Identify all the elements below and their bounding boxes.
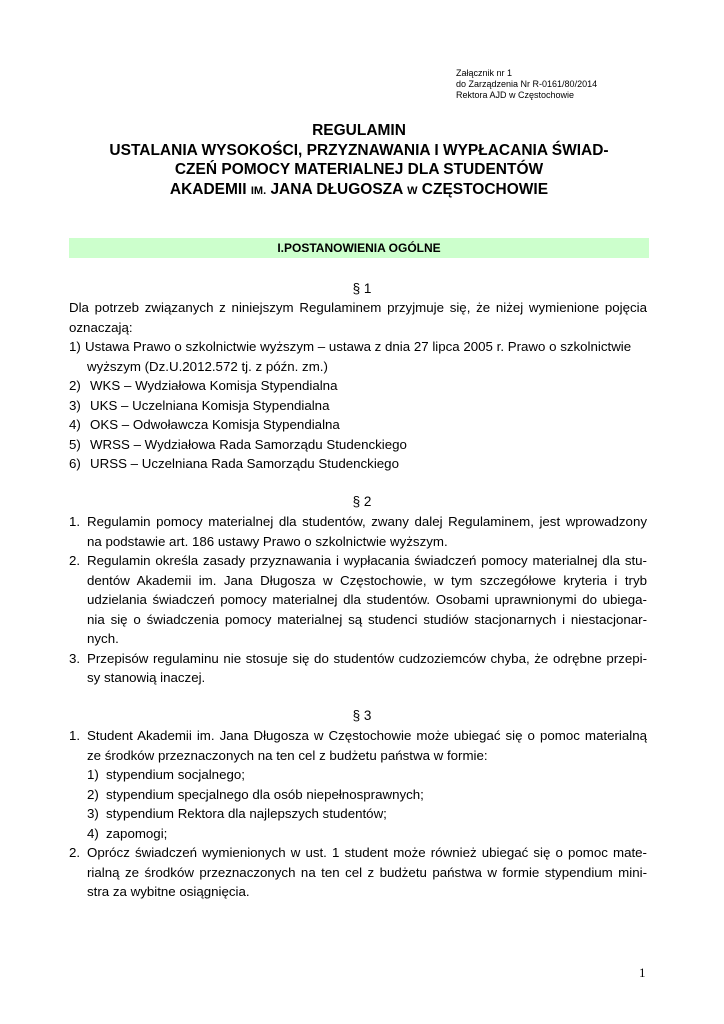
title-line: CZEŃ POMOCY MATERIALNEJ DLA STUDENTÓW [174,161,544,178]
text-line: oznaczają: [69,319,133,335]
text-line: dentów Akademii im. Jana Długosza w Częstochowie, w tym szczegółowe kryteria i tryb [87,572,647,588]
list-item [69,512,647,551]
list-item [69,843,647,902]
document-title [70,121,648,201]
text-line: OKS – Odwoławcza Komisja Stypendialna [90,417,340,432]
text-line: sy stanowią inaczej. [87,670,206,685]
list-number: 1. [69,514,81,529]
text-line: stypendium socjalnego; [106,767,245,782]
text-line: Regulamin określa zasady przyznawania i wypłacania świadczeń pomocy materialnej dla stu- [87,553,647,568]
text-line: na podstawie art. 186 ustawy Prawo o szkolnictwie wyższym. [87,533,448,549]
annex-line: Załącznik nr 1 [456,68,513,78]
sub-list-item [69,765,647,785]
text-line: udzielania świadczeń pomocy materialnej dla studentów. Osobami uprawnionymi do ubiega- [87,592,647,607]
list-item [69,376,647,396]
list-number: 2. [69,553,81,568]
title-word: AKADEMII [169,180,247,198]
list-item [69,726,647,765]
paragraph-heading: § 1 [352,281,372,296]
text-line: Student Akademii im. Jana Długosza w Częstochowie może ubiegać się o pomoc materialną [87,728,647,743]
paragraph-heading: § 2 [352,494,372,509]
text-line: WKS – Wydziałowa Komisja Stypendialna [90,378,338,393]
text-line: Przepisów regulaminu nie stosuje się do studentów cudzoziemców chyba, że odrębne przepi- [87,650,647,666]
text-line: Regulamin pomocy materialnej dla studentów, zwany dalej Regulaminem, jest wprowadzony [87,514,647,529]
title-word: IM. [250,184,267,197]
text-line: Dla potrzeb związanych z niniejszym Regulaminem przyjmuje się, że niżej wymienione pojęcia [69,300,647,315]
title-word: W [407,184,418,197]
text-line: stra za wybitne osiągnięcia. [87,884,250,899]
text-line: Ustawa Prawo o szkolnictwie wyższym – ustawa z dnia 27 lipca 2005 r. Prawo o szkolnictwie [85,339,632,354]
text-line: URSS – Uczelniana Rada Samorządu Studenckiego [90,456,399,471]
list-number: 3) [69,397,81,413]
list-number: 3. [69,650,81,666]
list-number: 2. [69,845,81,860]
paragraph-3-body [69,726,647,902]
list-item [69,435,647,455]
text-line: UKS – Uczelniana Komisja Stypendialna [90,397,330,413]
text-line: wyższym (Dz.U.2012.572 tj. z późn. zm.) [87,358,328,374]
text-line: stypendium Rektora dla najlepszych studentów; [106,806,387,821]
list-item [69,337,647,376]
title-word: CZĘSTOCHOWIE [421,180,549,198]
title-word: JANA DŁUGOSZA [270,180,403,198]
list-item [69,551,647,649]
title-line: REGULAMIN [312,122,406,139]
list-item [69,649,647,688]
text-line: stypendium specjalnego dla osób niepełnosprawnych; [106,786,424,802]
annex-line: do Zarządzenia Nr R-0161/80/2014 [456,79,598,89]
paragraph-heading: § 3 [352,708,372,723]
list-number: 5) [69,436,81,452]
list-item [69,396,647,416]
list-number: 1) [87,767,99,782]
page-number: 1 [639,965,646,980]
sub-list-item [69,785,647,805]
list-number: 3) [87,806,99,821]
sub-list-item [69,824,647,844]
text-line: ze środków przeznaczonych na ten cel z budżetu państwa w formie: [87,747,488,763]
text-line: rialną ze środków przeznaczonych na ten cel z budżetu państwa w formie stypendium mini- [87,864,647,880]
list-number: 4) [69,417,81,432]
annex-line: Rektora AJD w Częstochowie [456,90,575,100]
paragraph-1-body [69,298,647,474]
text-line: Oprócz świadczeń wymienionych w ust. 1 student może również ubiegać się o pomoc mate- [87,845,647,860]
title-line [70,180,648,202]
text-line: WRSS – Wydziałowa Rada Samorządu Studenckiego [90,436,407,452]
list-number: 4) [87,825,99,841]
list-number: 6) [69,456,81,471]
list-number: 2) [69,378,81,393]
list-number: 1) [69,339,81,354]
text-line: zapomogi; [106,825,168,841]
list-number: 1. [69,728,81,743]
section-heading: I.POSTANOWIENIA OGÓLNE [69,238,649,258]
text-line: nych. [87,631,119,646]
paragraph-2-body [69,512,647,688]
sub-list-item [69,804,647,824]
title-line: USTALANIA WYSOKOŚCI, PRZYZNAWANIA I WYPŁACANIA ŚWIAD- [109,141,609,159]
list-item [69,415,647,435]
list-item [69,454,647,474]
text-line: nia się o świadczenia pomocy materialnej są studenci studiów stacjonarnych i niestacjonar- [87,611,647,627]
list-number: 2) [87,786,99,802]
annex-note [456,68,597,101]
